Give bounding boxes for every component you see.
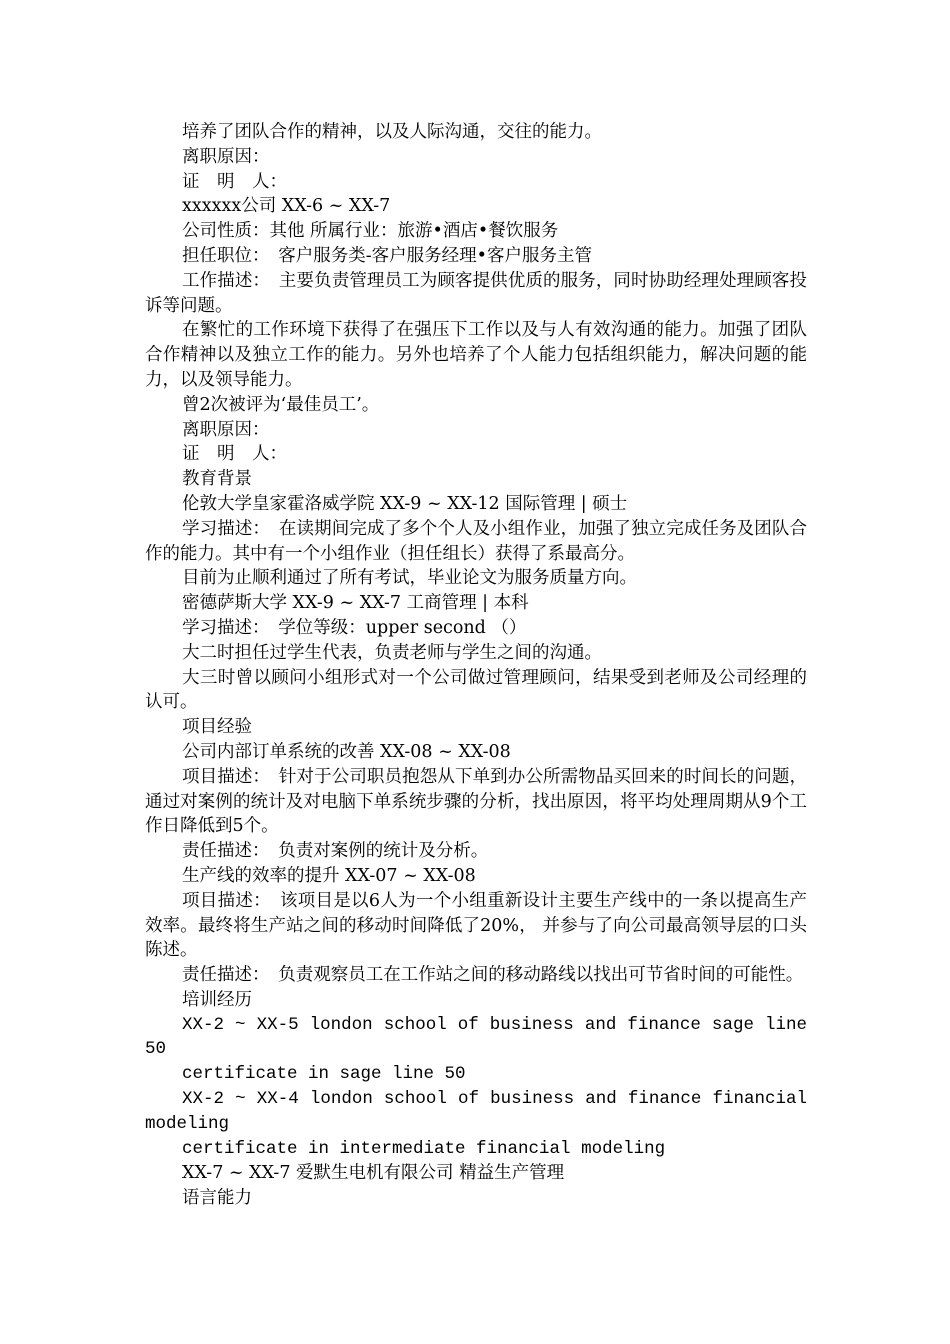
section-heading: 培训经历	[182, 989, 252, 1010]
text-line: 学习描述： 在读期间完成了多个个人及小组作业，加强了独立完成任务及团队合作的能力。其中有一个小组作业（担任组长）获得了系最高分。	[145, 518, 807, 564]
text-line: 项目描述： 针对于公司职员抱怨从下单到办公所需物品买回来的时间长的问题，通过对案例的统计及对电脑下单系统步骤的分析，找出原因，将平均处理周期从9个工作日降低到5个。	[145, 766, 807, 837]
section-heading: 项目经验	[182, 717, 252, 738]
text-line: 生产线的效率的提升 XX-07 ~ XX-08	[182, 865, 476, 886]
text-line: 离职原因：	[182, 146, 270, 167]
text-line: XX-2 ~ XX-5 london school of business and finance sage line 50	[145, 1014, 807, 1060]
text-line: 公司性质：其他 所属行业：旅游•酒店•餐饮服务	[182, 221, 559, 242]
text-line: 公司内部订单系统的改善 XX-08 ~ XX-08	[182, 741, 511, 762]
section-heading: 教育背景	[182, 469, 252, 490]
text-line: 大二时担任过学生代表，负责老师与学生之间的沟通。	[182, 642, 602, 663]
text-line: 责任描述： 负责观察员工在工作站之间的移动路线以找出可节省时间的可能性。	[182, 965, 804, 986]
text-line: 证 明 人：	[182, 444, 287, 465]
text-line: certificate in sage line 50	[182, 1064, 466, 1085]
text-line: 曾2次被评为‘最佳员工’。	[182, 394, 380, 415]
text-line: 离职原因：	[182, 419, 270, 440]
text-line: 担任职位： 客户服务类-客户服务经理•客户服务主管	[182, 245, 592, 266]
text-line: 责任描述： 负责对案例的统计及分析。	[182, 841, 489, 862]
text-line: 学习描述： 学位等级：upper second （）	[182, 617, 527, 638]
text-line: XX-2 ~ XX-4 london school of business and finance financial modeling	[145, 1089, 807, 1134]
text-line: xxxxxx公司 XX-6 ~ XX-7	[182, 196, 391, 217]
text-line: 大三时曾以顾问小组形式对一个公司做过管理顾问，结果受到老师及公司经理的认可。	[145, 667, 807, 713]
section-heading: 语言能力	[182, 1188, 252, 1209]
text-line: 在繁忙的工作环境下获得了在强压下工作以及与人有效沟通的能力。加强了团队合作精神以及独立工作的能力。另外也培养了个人能力包括组织能力，解决问题的能力，以及领导能力。	[145, 320, 807, 390]
text-line: 密德萨斯大学 XX-9 ~ XX-7 工商管理 | 本科	[182, 593, 529, 614]
text-line: 伦敦大学皇家霍洛威学院 XX-9 ~ XX-12 国际管理 | 硕士	[182, 493, 628, 514]
text-line: 目前为止顺利通过了所有考试，毕业论文为服务质量方向。	[182, 568, 637, 589]
text-line: 证 明 人：	[182, 171, 287, 192]
text-line: 项目描述： 该项目是以6人为一个小组重新设计主要生产线中的一条以提高生产效率。最终将生产站之间的移动时间降低了20%， 并参与了向公司最高领导层的口头陈述。	[145, 890, 807, 961]
text-line: 培养了团队合作的精神，以及人际沟通，交往的能力。	[182, 122, 602, 142]
text-line: XX-7 ~ XX-7 爱默生电机有限公司 精益生产管理	[182, 1163, 565, 1184]
text-line: 工作描述： 主要负责管理员工为顾客提供优质的服务，同时协助经理处理顾客投诉等问题。	[145, 270, 807, 316]
document-body	[145, 120, 807, 1211]
text-line: certificate in intermediate financial modeling	[182, 1138, 666, 1159]
